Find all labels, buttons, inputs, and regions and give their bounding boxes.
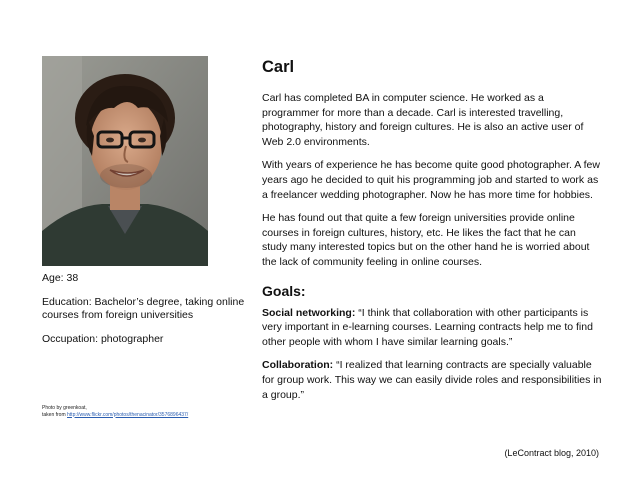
age-text: Age: 38	[42, 272, 79, 284]
goal-text: “I think that collaboration with other participants is very important in e-learning courses. Learning contracts help me to find other people with whom I have similar learning goals.”	[262, 306, 593, 348]
photo-credit	[42, 405, 242, 418]
goal-text: “I realized that learning contracts are specially valuable for group work. This way we can easily divide roles and responsibilities in a group.”	[262, 359, 602, 401]
goal-item-social-networking	[262, 306, 602, 350]
persona-description	[262, 58, 602, 411]
source-citation: (LeContract blog, 2010)	[504, 448, 599, 458]
persona-name: Carl	[262, 58, 295, 76]
goal-label: Collaboration:	[262, 359, 334, 372]
credit-link[interactable]: http://www.flickr.com/photos/thenacinator/3576896437/	[67, 411, 189, 418]
goal-label: Social networking:	[262, 306, 356, 319]
credit-line-2	[42, 412, 242, 419]
occupation-text: Occupation: photographer	[42, 333, 164, 345]
bio-paragraph-1: Carl has completed BA in computer science. He worked as a programmer for more than a decade. Carl is interested travelling, photography, history and foreign cultures. He is also an active user of Web 2.0 environments.	[262, 92, 584, 148]
persona-facts	[42, 272, 247, 357]
persona-photo	[42, 56, 208, 266]
education-text: Education: Bachelor’s degree, taking online courses from foreign universities	[42, 296, 245, 321]
portrait-illustration	[42, 56, 208, 266]
credit-prefix: taken from	[42, 411, 68, 418]
bio-paragraph-3: He has found out that quite a few foreign universities provide online courses in foreign cultures, history, etc. He likes the fact that he can study many interested topics but on the other hand he is worried about the lack of community feeling in online courses.	[262, 212, 590, 268]
bio-paragraph-2: With years of experience he has become quite good photographer. A few years ago he decided to quit his programming job and started to work as a freelancer wedding photographer. Now he has more time for hobbies.	[262, 159, 600, 201]
goal-item-collaboration	[262, 358, 602, 402]
credit-line-1: Photo by greenkoat,	[42, 405, 87, 411]
goals-heading: Goals:	[262, 282, 306, 299]
